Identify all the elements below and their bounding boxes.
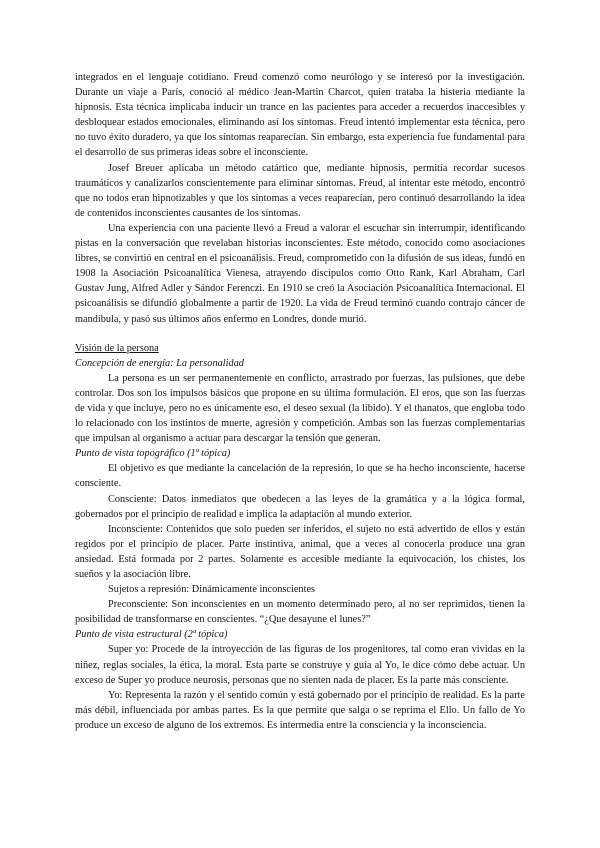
intro-paragraph-2: Josef Breuer aplicaba un método catártico que, mediante hipnosis, permitía recordar sucesos traumáticos y canalizarlos conscientemente para eliminar síntomas. Freud, al intentar este método, encontró que no todos eran hipnotizables y que los síntomas a veces reaparecían, pero continuó desarrollando la idea de contenidos inconscientes causantes de los síntomas. <box>75 162 525 219</box>
unconscious-paragraph: Inconsciente: Contenidos que solo pueden ser inferidos, el sujeto no está advertido de ellos y están regidos por el principio de placer. Parte instintiva, animal, que a veces al conocerla produce una gran ansiedad. Está formada por 2 partes. Solamente es accesible mediante la equivocación, los chistes, los sueños y la asociación libre. <box>75 523 525 580</box>
subheading-structural: Punto de vista estructural (2ª tópica) <box>75 629 228 641</box>
repression-line: Sujetos a represión: Dinámicamente inconscientes <box>108 584 316 596</box>
superego-paragraph: Super yo: Procede de la introyección de las figuras de los progenitores, tal como eran vividas en la niñez, reglas sociales, la ética, la moral. Esta parte se construye y guía al Yo, le dice cómo debe actuar. Un exceso de Super yo produce neurosis, personas que no sienten nada de placer. Es la parte más consciente. <box>75 644 525 686</box>
subheading-energy: Concepción de energía: La personalidad <box>75 357 244 369</box>
section-spacer <box>75 327 525 341</box>
document-page <box>75 70 525 733</box>
ego-paragraph: Yo: Representa la razón y el sentido común y está gobernado por el principio de realidad. Es la parte más débil, influenciada por ambas partes. Es la que permite que salga o se reprima el Ello. Un fallo de Yo produce un exceso de alguno de los extremos. Es intermedia entre la consciencia y la inconsciencia. <box>75 689 525 731</box>
objective-paragraph: El objetivo es que mediante la cancelación de la represión, lo que se ha hecho inconsciente, hacerse consciente. <box>75 463 525 490</box>
personality-paragraph: La persona es un ser permanentemente en conflicto, arrastrado por fuerzas, las pulsiones, que debe controlar. Dos son los impulsos básicos que propone en su última formulación. El eros, que son las fuerzas de vida y que incluye, pero no es únicamente eso, el deseo sexual (la libido). Y el thanatos, que engloba todo lo relacionado con los instintos de muerte, agresión y competición. Ambas son las fuerzas complementarias que impulsan al organismo a actuar para descargar la tensión que generan. <box>75 372 525 445</box>
conscious-paragraph: Consciente: Datos inmediatos que obedecen a las leyes de la gramática y a la lógica formal, gobernados por el principio de realidad e implica la adaptación al mundo exterior. <box>75 493 525 520</box>
preconscious-paragraph: Preconsciente: Son inconscientes en un momento determinado pero, al no ser reprimidos, tienen la posibilidad de transformarse en conscientes. “¿Que desayune el lunes?” <box>75 599 525 626</box>
intro-paragraph-1: integrados en el lenguaje cotidiano. Freud comenzó como neurólogo y se interesó por la investigación. Durante un viaje a París, conoció al médico Jean-Martin Charcot, quien trataba la histeria mediante la hipnosis. Esta técnica implicaba inducir un trance en las pacientes para acceder a recuerdos inaccesibles y desbloquear estados emocionales, eliminando así los síntomas. Freud intentó implementar esta técnica, pero no tuvo éxito duradero, ya que los síntomas reaparecían. Sin embargo, esta experiencia fue fundamental para el desarrollo de sus primeras ideas sobre el inconsciente. <box>75 72 525 159</box>
intro-paragraph-3: Una experiencia con una paciente llevó a Freud a valorar el escuchar sin interrumpir, identificando pistas en la conversación que revelaban historias inconscientes. Este método, conocido como asociaciones libres, se convirtió en central en el psicoanálisis. Freud, comprometido con la difusión de sus ideas, fundó en 1908 la Asociación Psicoanalítica Vienesa, atrayendo discípulos como Otto Rank, Karl Abraham, Carl Gustav Jung, Alfred Adler y Sándor Ferenczi. En 1910 se creó la Asociación Psicoanalítica Internacional. El psicoanálisis se difundió globalmente a partir de 1920. La vida de Freud terminó cuando contrajo cáncer de mandíbula, y pasó sus últimos años enfermo en Londres, donde murió. <box>75 222 525 325</box>
subheading-topographic: Punto de vista topográfico (1ª tópica) <box>75 448 231 460</box>
section-heading: Visión de la persona <box>75 342 159 354</box>
